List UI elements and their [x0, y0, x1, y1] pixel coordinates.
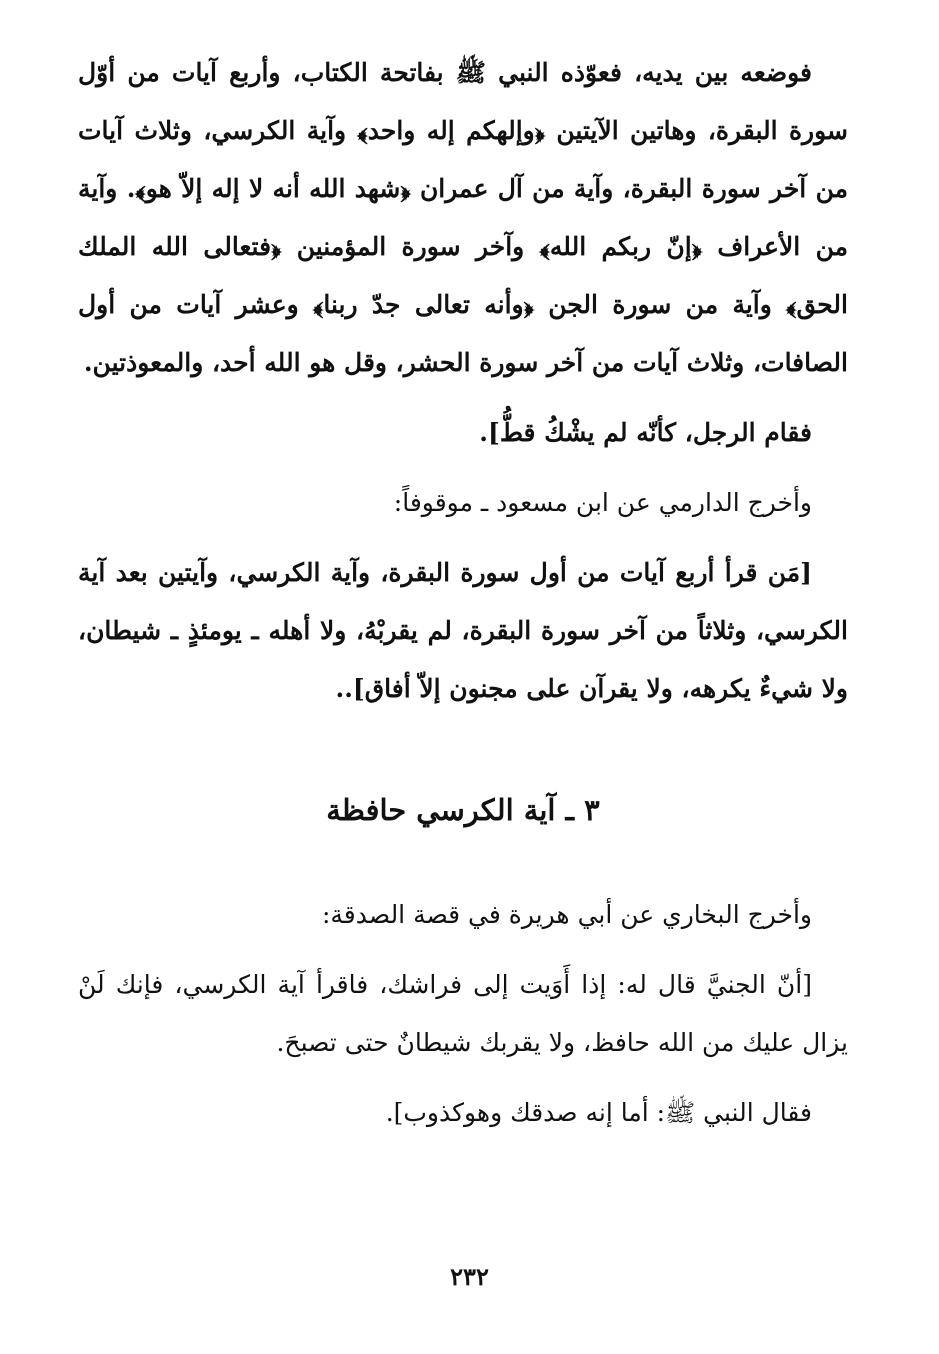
- page-number: ٢٣٢: [450, 1262, 489, 1291]
- paragraph-prophet-ruqya: فوضعه بين يديه، فعوّذه النبي ﷺ بفاتحة الكتاب، وأربع آيات من أوّل سورة البقرة، وهاتين الآيتين ﴿وإلهكم إله واحد﴾ وآية الكرسي، وثلاث آيات من آخر سورة البقرة، وآية من آل عمران ﴿شهد الله أنه لا إله إلاّ هو﴾. وآية من الأعراف ﴿إنّ ربكم الله﴾ وآخر سورة المؤمنين ﴿فتعالى الله الملك الحق﴾ وآية من سورة الجن ﴿وأنه تعالى جدّ ربنا﴾ وعشر آيات من أول الصافات، وثلاث آيات من آخر سورة الحشر، وقل هو الله أحد، والمعوذتين.: [78, 58, 848, 377]
- paragraph-darimi-quote: [مَن قرأ أربع آيات من أول سورة البقرة، وآية الكرسي، وآيتين بعد آية الكرسي، وثلاثاً من آخر سورة البقرة، لم يقربْهُ، ولا أهله ـ يومئذٍ ـ شيطان، ولا شيءٌ يكرهه، ولا يقرآن على مجنون إلاّ أفاق]..: [78, 558, 848, 703]
- paragraph-prophet-reply: فقال النبي ﷺ: أما إنه صدقك وهوكذوب].: [385, 1098, 812, 1127]
- paragraph-bukhari-intro: وأخرج البخاري عن أبي هريرة في قصة الصدقة:: [321, 900, 812, 929]
- section-heading: ٣ ـ آية الكرسي حافظة: [326, 793, 600, 827]
- paragraph-man-stood: فقام الرجل، كأنّه لم يشْكُ قطُّ].: [479, 418, 812, 447]
- paragraph-darimi-intro: وأخرج الدارمي عن ابن مسعود ـ موقوفاً:: [393, 488, 812, 517]
- page-body: [78, 44, 848, 1142]
- paragraph-jinn-quote: [أنّ الجنيَّ قال له: إذا أَوَيت إلى فراشك، فاقرأ آية الكرسي، فإنك لَنْ يزال عليك من الله حافظ، ولا يقربك شيطانٌ حتى تصبحَ.: [78, 970, 848, 1057]
